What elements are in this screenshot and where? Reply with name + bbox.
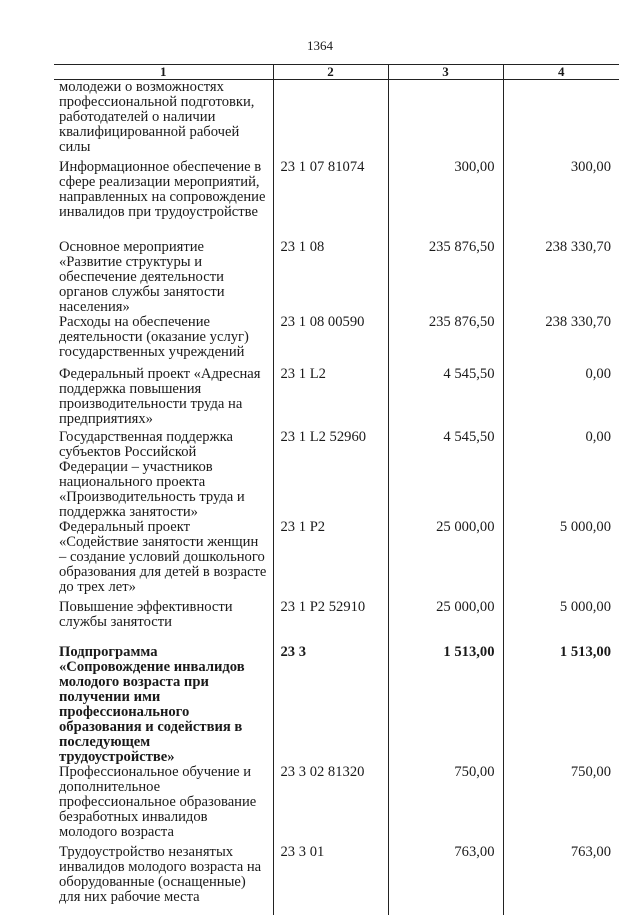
column-header-4: 4 — [503, 65, 619, 80]
row-value-2: 1 513,00 — [503, 645, 619, 765]
row-value-1: 235 876,50 — [388, 315, 503, 367]
row-value-1: 25 000,00 — [388, 520, 503, 600]
table-row — [54, 430, 619, 520]
row-code: 23 1 P2 52910 — [273, 600, 388, 645]
row-value-1: 300,00 — [388, 160, 503, 240]
row-name: Федеральный проект «Содействие занятости женщин – создание условий дошкольного образования для детей в возрасте до трех лет» — [59, 518, 267, 595]
table-row — [54, 367, 619, 430]
row-value-2: 5 000,00 — [503, 520, 619, 600]
row-value-2: 763,00 — [503, 845, 619, 915]
table-row — [54, 315, 619, 367]
row-value-1: 4 545,50 — [388, 430, 503, 520]
row-code: 23 3 — [273, 645, 388, 765]
row-value-2 — [503, 80, 619, 160]
row-code: 23 1 08 00590 — [273, 315, 388, 367]
row-name: молодежи о возможностях профессиональной подготовки, работодателей о наличии квалифицированной рабочей силы — [59, 79, 255, 155]
row-value-1: 4 545,50 — [388, 367, 503, 430]
table-row — [54, 600, 619, 645]
table-row — [54, 240, 619, 315]
row-name: Информационное обеспечение в сфере реализации мероприятий, направленных на сопровождение инвалидов при трудоустройстве — [59, 158, 266, 220]
column-header-2: 2 — [273, 65, 388, 80]
row-value-1 — [388, 80, 503, 160]
row-value-2: 300,00 — [503, 160, 619, 240]
row-value-1: 235 876,50 — [388, 240, 503, 315]
row-value-1: 750,00 — [388, 765, 503, 845]
row-code: 23 1 L2 52960 — [273, 430, 388, 520]
row-value-2: 750,00 — [503, 765, 619, 845]
row-name: Расходы на обеспечение деятельности (оказание услуг) государственных учреждений — [59, 313, 249, 360]
row-code: 23 1 07 81074 — [273, 160, 388, 240]
row-name: Подпрограмма «Сопровождение инвалидов молодого возраста при получении ими профессионального образования и содействия в последующем трудоустройстве» — [59, 643, 245, 765]
table-row — [54, 80, 619, 160]
table-row — [54, 645, 619, 765]
row-value-1: 25 000,00 — [388, 600, 503, 645]
row-name: Федеральный проект «Адресная поддержка повышения производительности труда на предприятиях» — [59, 365, 261, 427]
table-row — [54, 520, 619, 600]
page-number: 1364 — [307, 38, 333, 53]
row-value-2: 238 330,70 — [503, 240, 619, 315]
table-row — [54, 765, 619, 845]
row-value-1: 763,00 — [388, 845, 503, 915]
table-row — [54, 160, 619, 240]
row-name: Трудоустройство незанятых инвалидов молодого возраста на оборудованные (оснащенные) для них рабочие места — [59, 843, 262, 905]
row-code: 23 1 08 — [273, 240, 388, 315]
row-name: Профессиональное обучение и дополнительное профессиональное образование безработных инвалидов молодого возраста — [59, 763, 257, 840]
budget-table — [54, 64, 619, 915]
row-value-1: 1 513,00 — [388, 645, 503, 765]
row-code: 23 1 P2 — [273, 520, 388, 600]
row-value-2: 0,00 — [503, 430, 619, 520]
table-row — [54, 845, 619, 915]
row-name: Повышение эффективности службы занятости — [59, 598, 233, 630]
row-code: 23 1 L2 — [273, 367, 388, 430]
row-name: Основное мероприятие «Развитие структуры и обеспечение деятельности органов службы занятости населения» — [59, 238, 225, 315]
row-value-2: 238 330,70 — [503, 315, 619, 367]
row-value-2: 5 000,00 — [503, 600, 619, 645]
column-header-3: 3 — [388, 65, 503, 80]
row-value-2: 0,00 — [503, 367, 619, 430]
row-code: 23 3 02 81320 — [273, 765, 388, 845]
row-code — [273, 80, 388, 160]
row-name: Государственная поддержка субъектов Российской Федерации – участников национального проекта «Производительность труда и поддержка занятости» — [59, 428, 245, 520]
table-header-row — [54, 65, 619, 80]
row-code: 23 3 01 — [273, 845, 388, 915]
column-header-1: 1 — [54, 65, 273, 80]
